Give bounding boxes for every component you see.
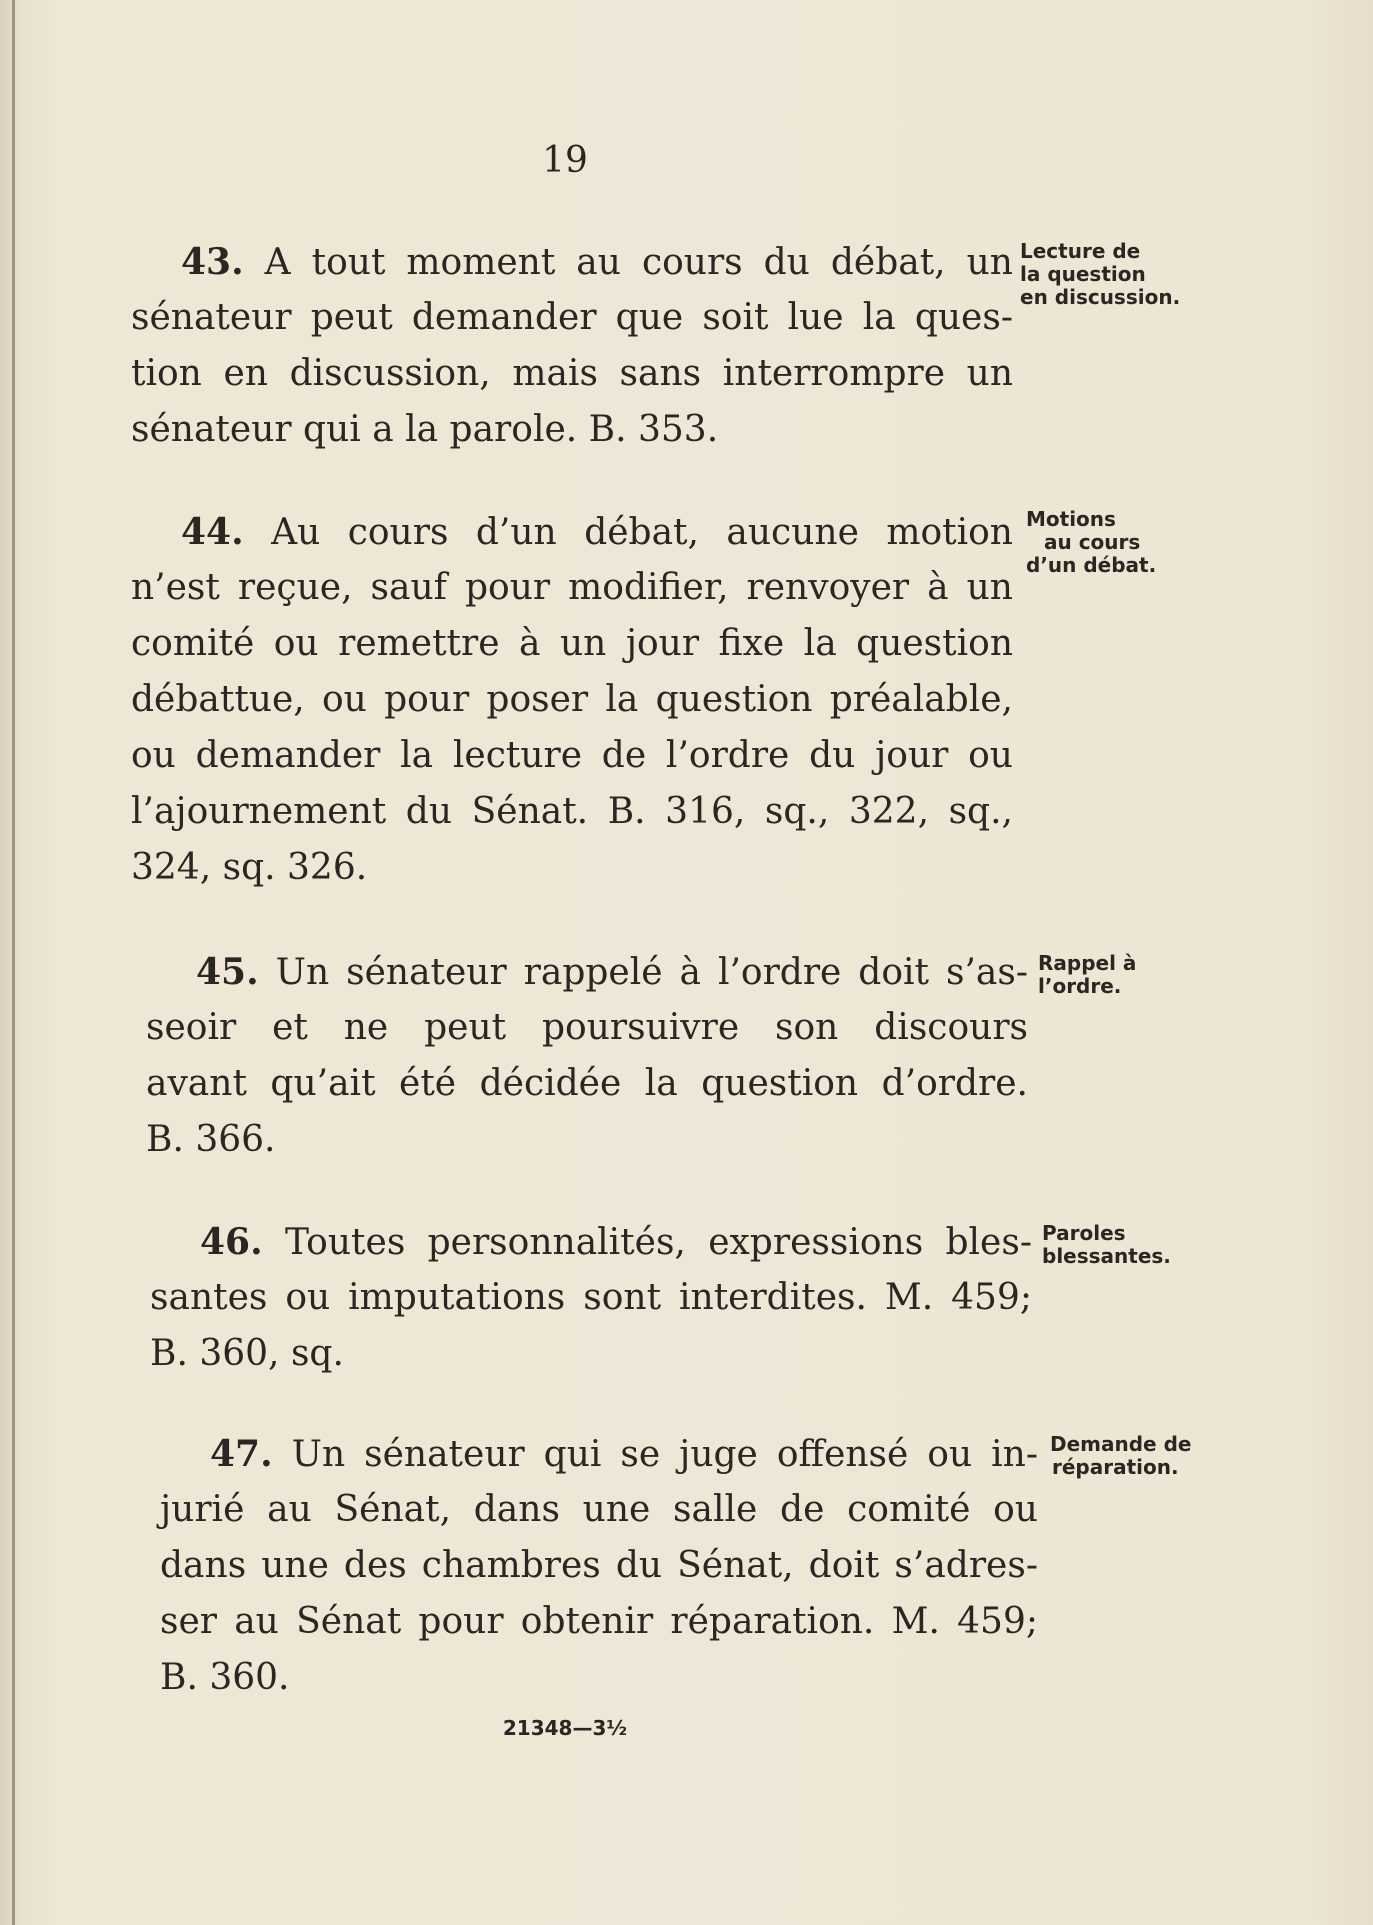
page-edge [12, 0, 15, 1925]
margin-note-44 [1026, 508, 1156, 577]
article-first-line [131, 234, 1013, 290]
margin-note-43 [1020, 240, 1180, 309]
article-line: santes ou imputations sont interdites. M. 459; [150, 1277, 1032, 1318]
article-45 [146, 944, 1028, 1168]
article-line: avant qu’ait été décidée la question d’ordre. [146, 1063, 1028, 1104]
article-text: Toutes personnalités, expressions bles- [284, 1222, 1032, 1263]
article-line: ou demander la lecture de l’ordre du jour ou [131, 735, 1013, 776]
article-line: comité ou remettre à un jour fixe la question [131, 623, 1013, 664]
article-first-line [150, 1214, 1032, 1270]
article-text: Un sénateur qui se juge offensé ou in- [291, 1434, 1039, 1475]
article-47 [160, 1426, 1038, 1706]
article-text: Au cours d’un débat, aucune motion [271, 512, 1013, 553]
article-43 [131, 234, 1013, 458]
article-text: Un sénateur rappelé à l’ordre doit s’as- [275, 952, 1028, 993]
margin-note-line: Rappel à [1038, 951, 1137, 975]
article-line: débattue, ou pour poser la question préalable, [131, 679, 1013, 720]
article-first-line [160, 1426, 1038, 1482]
article-line: l’ajournement du Sénat. B. 316, sq., 322, sq., [131, 791, 1013, 832]
margin-note-line: Paroles [1042, 1221, 1126, 1245]
article-number: 45. [196, 951, 259, 993]
article-line: B. 366. [146, 1119, 276, 1160]
article-first-line [146, 944, 1028, 1000]
margin-note-line: l’ordre. [1038, 974, 1122, 998]
article-line: tion en discussion, mais sans interrompre un [131, 353, 1013, 394]
article-number: 47. [210, 1433, 273, 1475]
article-line: ser au Sénat pour obtenir réparation. M. 459; [160, 1601, 1038, 1642]
article-46 [150, 1214, 1032, 1382]
margin-note-line: Demande de [1050, 1432, 1192, 1456]
article-line: 324, sq. 326. [131, 847, 368, 888]
article-number: 44. [181, 511, 244, 553]
article-number: 43. [181, 241, 244, 283]
article-line: B. 360, sq. [150, 1333, 344, 1374]
margin-note-line: en discussion. [1020, 285, 1181, 309]
article-44 [131, 504, 1013, 896]
article-line: jurié au Sénat, dans une salle de comité ou [160, 1489, 1038, 1530]
article-line: dans une des chambres du Sénat, doit s’adres- [160, 1545, 1038, 1586]
article-first-line [131, 504, 1013, 560]
article-number: 46. [200, 1221, 263, 1263]
margin-note-45 [1038, 952, 1136, 998]
article-text: A tout moment au cours du débat, un [264, 242, 1013, 283]
margin-note-line: d’un débat. [1026, 553, 1157, 577]
margin-note-line: Motions [1026, 507, 1116, 531]
article-line: sénateur qui a la parole. B. 353. [131, 409, 719, 450]
margin-note-line: la question [1020, 262, 1146, 286]
article-line: n’est reçue, sauf pour modifier, renvoyer à un [131, 567, 1013, 608]
margin-note-line: Lecture de [1020, 239, 1141, 263]
margin-note-47 [1050, 1433, 1191, 1479]
article-line: B. 360. [160, 1657, 290, 1698]
margin-note-46 [1042, 1222, 1171, 1268]
article-line: seoir et ne peut poursuivre son discours [146, 1007, 1028, 1048]
margin-note-line: blessantes. [1042, 1244, 1171, 1268]
page-number: 19 [542, 140, 588, 181]
margin-note-line: au cours [1044, 530, 1141, 554]
margin-note-line: réparation. [1052, 1455, 1179, 1479]
article-line: sénateur peut demander que soit lue la ques- [131, 297, 1013, 338]
printer-signature: 21348—3½ [502, 1716, 628, 1740]
